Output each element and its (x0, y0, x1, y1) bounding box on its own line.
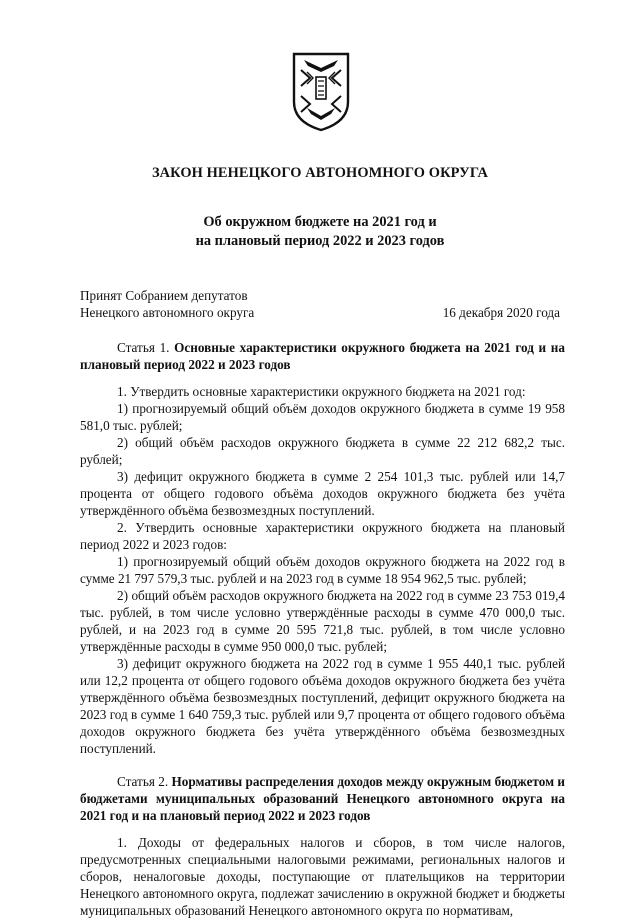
paragraph: 2) общий объём расходов окружного бюджета на 2022 год в сумме 23 753 019,4 тыс. рублей, в том числе условно утверждённые расходы в сумме 470 000,0 тыс. рублей, и на 2023 год в сумме 20 595 721,8 тыс. рублей, в том числе условно утверждённые расходы в сумме 950 000,0 тыс. рублей; (80, 588, 565, 654)
law-body (80, 339, 565, 919)
adoption-line: Ненецкого автономного округа (80, 305, 255, 320)
adoption-info (80, 287, 254, 321)
paragraph: 1) прогнозируемый общий объём доходов окружного бюджета в сумме 19 958 581,0 тыс. рублей; (80, 401, 565, 433)
adoption-date: 16 декабря 2020 года (442, 305, 560, 320)
paragraph: 3) дефицит окружного бюджета на 2022 год в сумме 1 955 440,1 тыс. рублей или 12,2 процента от общего годового объёма доходов окружного бюджета без учёта утверждённого объёма безвозмездных поступлений, дефицит окружного бюджета на 2023 год в сумме 1 640 759,3 тыс. рублей или 9,7 процента от общего годового объёма доходов окружного бюджета без учёта утверждённого объёма безвозмездных поступлений. (80, 656, 565, 756)
article-label: Статья 2. (117, 774, 169, 789)
law-title: ЗАКОН НЕНЕЦКОГО АВТОНОМНОГО ОКРУГА (151, 165, 489, 181)
adoption-line: Принят Собранием депутатов (80, 288, 248, 303)
article-title: Нормативы распределения доходов между окружным бюджетом и бюджетами муниципальных образований Ненецкого автономного округа на 2021 год и на плановый период 2022 и 2023 годов (80, 774, 566, 823)
coat-of-arms-icon (290, 50, 352, 134)
subtitle-line: на плановый период 2022 и 2023 годов (195, 233, 445, 249)
paragraph: 3) дефицит окружного бюджета в сумме 2 254 101,3 тыс. рублей или 14,7 процента от общего годового объёма доходов окружного бюджета без учёта утверждённого объёма безвозмездных поступлений. (80, 469, 565, 518)
law-subtitle (0, 213, 640, 251)
paragraph: 1. Доходы от федеральных налогов и сборов, в том числе налогов, предусмотренных специальными налоговыми режимами, региональных налогов и сборов, неналоговые доходы, поступающие от плательщиков на территории Ненецкого автономного округа, подлежат зачислению в окружной бюджет и бюджеты муниципальных образований Ненецкого автономного округа по нормативам, (80, 835, 565, 918)
article-label: Статья 1. (117, 340, 170, 355)
paragraph: 1) прогнозируемый общий объём доходов окружного бюджета на 2022 год в сумме 21 797 579,3 тыс. рублей и на 2023 год в сумме 18 954 962,5 тыс. рублей; (80, 554, 565, 586)
paragraph: 1. Утвердить основные характеристики окружного бюджета на 2021 год: (117, 384, 526, 399)
article-title: Основные характеристики окружного бюджета на 2021 год и на плановый период 2022 и 2023 годов (80, 340, 565, 372)
paragraph: 2) общий объём расходов окружного бюджета в сумме 22 212 682,2 тыс. рублей; (80, 435, 565, 467)
subtitle-line: Об окружном бюджете на 2021 год и (203, 214, 437, 230)
paragraph: 2. Утвердить основные характеристики окружного бюджета на плановый период 2022 и 2023 годов: (80, 520, 565, 552)
article-2-heading (80, 773, 565, 824)
article-1-heading (80, 339, 565, 373)
